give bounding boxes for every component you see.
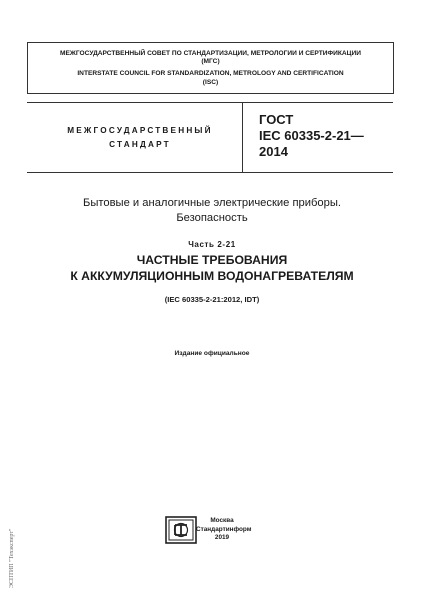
council-ru-abbr: (МГС)	[201, 58, 220, 65]
title-line2: Безопасность	[176, 212, 248, 224]
vertical-divider	[242, 102, 243, 172]
standard-type-line2: СТАНДАРТ	[109, 140, 171, 149]
standard-designation	[259, 112, 364, 160]
council-ru-name: МЕЖГОСУДАРСТВЕННЫЙ СОВЕТ ПО СТАНДАРТИЗАЦИИ, МЕТРОЛОГИИ И СЕРТИФИКАЦИИ	[60, 50, 361, 57]
standard-type-line1: МЕЖГОСУДАРСТВЕННЫЙ	[67, 126, 213, 135]
standard-type	[60, 124, 220, 152]
top-divider	[27, 102, 393, 103]
title-line1: Бытовые и аналогичные электрические приборы.	[83, 197, 341, 209]
designation-line2: IEC 60335-2-21—	[259, 128, 364, 143]
designation-line1: ГОСТ	[259, 112, 294, 127]
edition-label: Издание официальное	[174, 350, 250, 357]
publisher-block	[196, 517, 252, 543]
document-subtitle	[20, 252, 404, 284]
publisher-year: 2019	[214, 534, 230, 541]
designation-line3: 2014	[259, 144, 288, 159]
council-box	[27, 42, 394, 94]
council-en-abbr: (ISC)	[202, 79, 219, 86]
publisher-city: Москва	[210, 517, 234, 524]
watermark-text: ЭСПТИП "Техэксперт"	[9, 528, 15, 588]
publisher-name: Стандартинформ	[196, 525, 252, 533]
iec-reference: (IEC 60335-2-21:2012, IDT)	[164, 295, 260, 304]
bottom-divider	[27, 172, 393, 173]
standartinform-logo-icon	[165, 516, 197, 544]
subtitle-line1: ЧАСТНЫЕ ТРЕБОВАНИЯ	[136, 253, 288, 267]
watermark	[2, 518, 15, 588]
part-number: Часть 2-21	[188, 240, 236, 249]
council-en-name: INTERSTATE COUNCIL FOR STANDARDIZATION, METROLOGY AND CERTIFICATION	[77, 70, 344, 77]
subtitle-line2: К АККУМУЛЯЦИОННЫМ ВОДОНАГРЕВАТЕЛЯМ	[70, 269, 354, 283]
document-title	[20, 196, 404, 226]
